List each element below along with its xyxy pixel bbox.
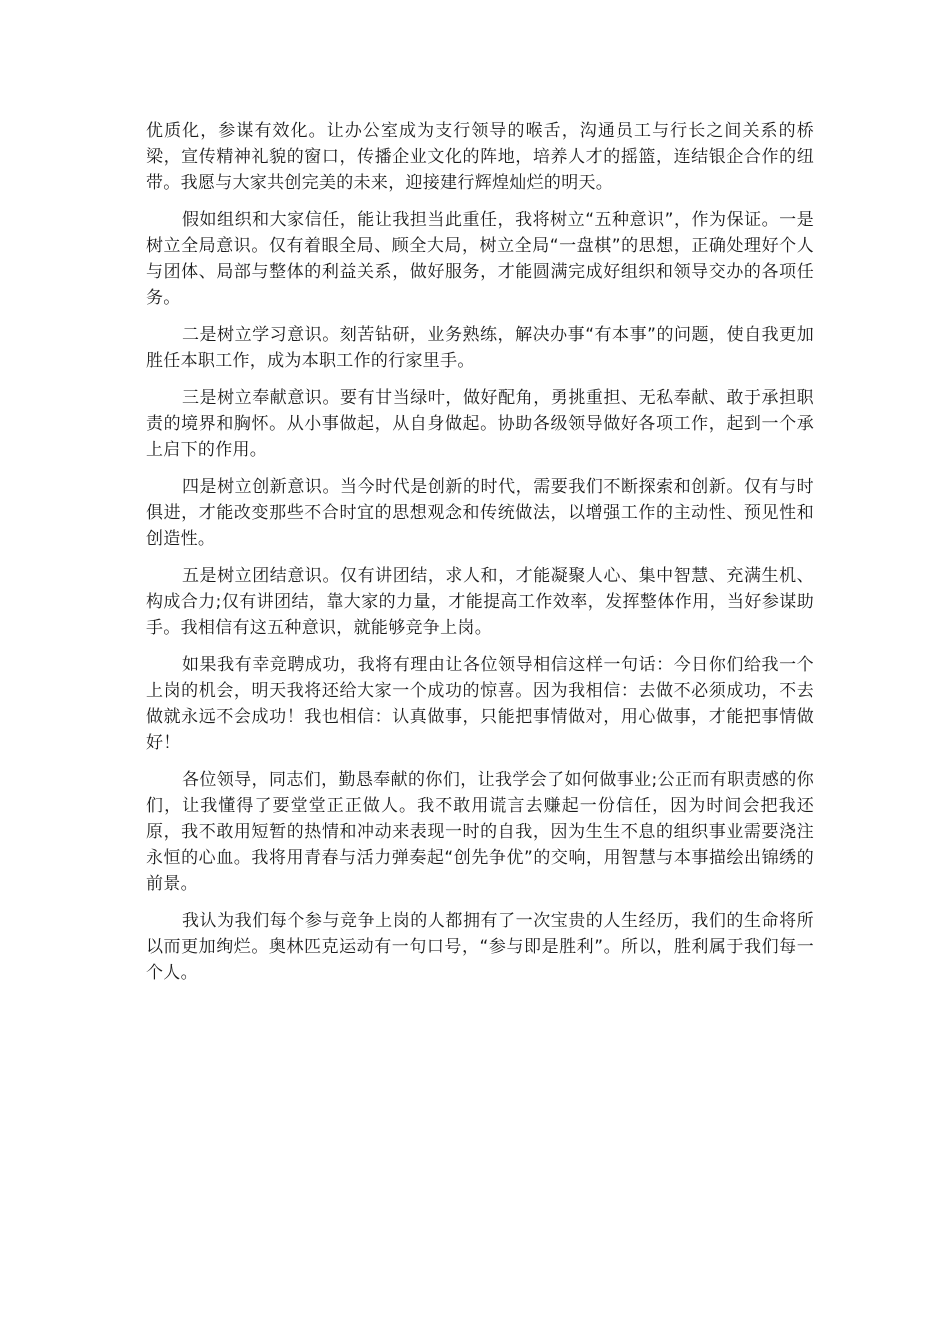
- paragraph-unity-awareness: 五是树立团结意识。仅有讲团结，求人和，才能凝聚人心、集中智慧、充满生机、构成合力;仅有讲团结，靠大家的力量，才能提高工作效率，发挥整体作用，当好参谋助手。我相信有这五种意识，就能够竞争上岗。: [146, 566, 814, 638]
- paragraph-five-awareness-intro: 假如组织和大家信任，能让我担当此重任，我将树立“五种意识”，作为保证。一是树立全局意识。仅有着眼全局、顾全大局，树立全局“一盘棋”的思想，正确处理好个人与团体、局部与整体的利益关系，做好服务，才能圆满完成好组织和领导交办的各项任务。: [146, 210, 814, 308]
- paragraph-innovation-awareness: 四是树立创新意识。当今时代是创新的时代，需要我们不断探索和创新。仅有与时俱进，才能改变那些不合时宜的思想观念和传统做法，以增强工作的主动性、预见性和创造性。: [146, 477, 814, 549]
- paragraph-dedication-awareness: 三是树立奉献意识。要有甘当绿叶，做好配角，勇挑重担、无私奉献、敢于承担职责的境界和胸怀。从小事做起，从自身做起。协助各级领导做好各项工作，起到一个承上启下的作用。: [146, 388, 814, 460]
- paragraph-if-successful: 如果我有幸竞聘成功，我将有理由让各位领导相信这样一句话：今日你们给我一个上岗的机会，明天我将还给大家一个成功的惊喜。因为我相信：去做不必须成功，不去做就永远不会成功！我也相信：认真做事，只能把事情做对，用心做事，才能把事情做好！: [146, 655, 814, 753]
- paragraph-learning-awareness: 二是树立学习意识。刻苦钻研，业务熟练，解决办事“有本事”的问题，使自我更加胜任本职工作，成为本职工作的行家里手。: [146, 325, 814, 371]
- document-page: [146, 118, 814, 997]
- paragraph-continuation: 优质化，参谋有效化。让办公室成为支行领导的喉舌，沟通员工与行长之间关系的桥梁，宣传精神礼貌的窗口，传播企业文化的阵地，培养人才的摇篮，连结银企合作的纽带。我愿与大家共创完美的未来，迎接建行辉煌灿烂的明天。: [146, 121, 814, 193]
- paragraph-conclusion: 我认为我们每个参与竞争上岗的人都拥有了一次宝贵的人生经历，我们的生命将所以而更加绚烂。奥林匹克运动有一句口号，“参与即是胜利”。所以，胜利属于我们每一个人。: [146, 911, 814, 983]
- paragraph-leaders-colleagues: 各位领导，同志们，勤恳奉献的你们，让我学会了如何做事业;公正而有职责感的你们，让我懂得了要堂堂正正做人。我不敢用谎言去赚起一份信任，因为时间会把我还原，我不敢用短暂的热情和冲动来表现一时的自我，因为生生不息的组织事业需要浇注永恒的心血。我将用青春与活力弹奏起“创先争优”的交响，用智慧与本事描绘出锦绣的前景。: [146, 770, 814, 894]
